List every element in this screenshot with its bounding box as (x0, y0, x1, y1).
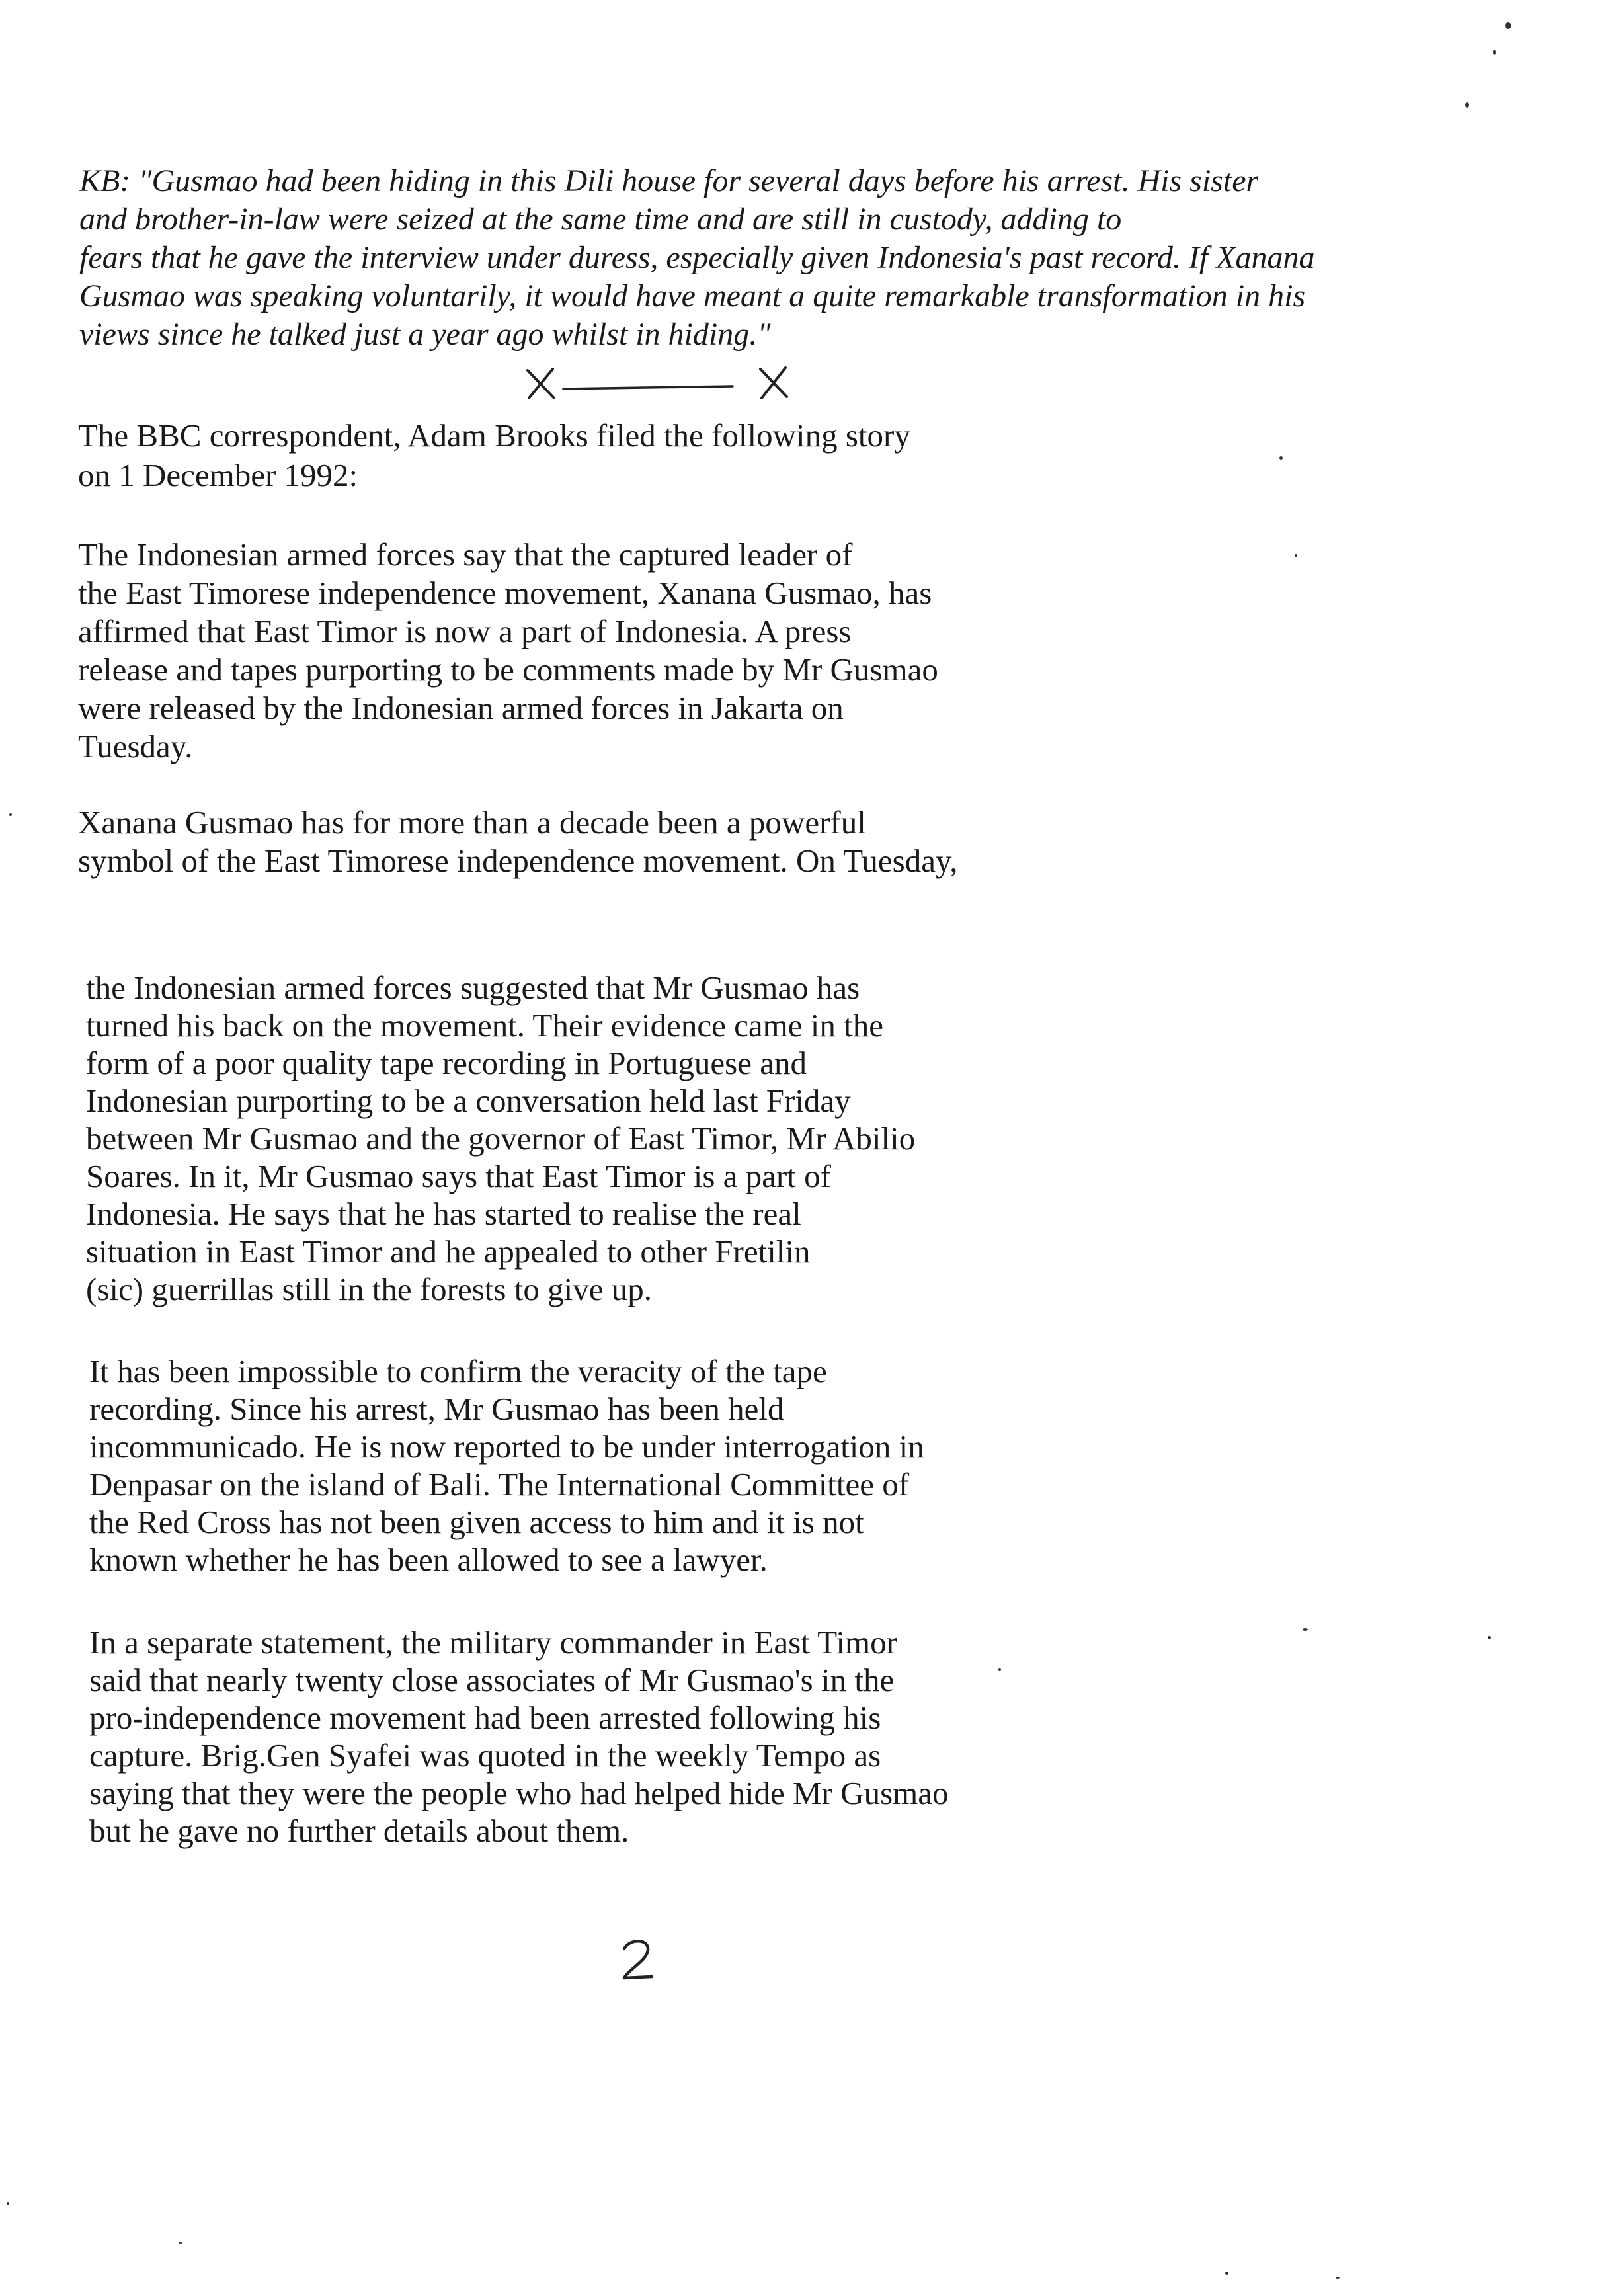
scan-speck (1279, 456, 1283, 460)
paragraph-line: Denpasar on the island of Bali. The International Committee of (89, 1466, 910, 1502)
scan-speck (1488, 1636, 1491, 1639)
quote-line: Gusmao was speaking voluntarily, it would have meant a quite remarkable transformation in his (79, 278, 1306, 313)
intro-line: The BBC correspondent, Adam Brooks filed the following story (78, 417, 910, 454)
paragraph-line: Xanana Gusmao has for more than a decade been a powerful (78, 804, 866, 840)
paragraph-line: incommunicado. He is now reported to be under interrogation in (89, 1428, 924, 1465)
paragraph-line: between Mr Gusmao and the governor of East Timor, Mr Abilio (86, 1120, 916, 1157)
paragraph-line: the East Timorese independence movement, Xanana Gusmao, has (78, 575, 932, 611)
paragraph-line: In a separate statement, the military commander in East Timor (89, 1624, 897, 1660)
page-number (615, 1934, 668, 1987)
paragraph-line: affirmed that East Timor is now a part of Indonesia. A press (78, 613, 852, 649)
paragraph-line: The Indonesian armed forces say that the captured leader of (78, 536, 853, 573)
paragraph-line: but he gave no further details about them. (89, 1813, 629, 1849)
scan-speck (1225, 2272, 1228, 2275)
scan-speck (1505, 22, 1511, 29)
paragraph-line: form of a poor quality tape recording in Portuguese and (86, 1045, 807, 1081)
scan-speck (998, 1668, 1001, 1671)
handwritten-page-number (615, 1934, 668, 1987)
scan-speck (1295, 554, 1297, 557)
paragraph-line: release and tapes purporting to be comments made by Mr Gusmao (78, 651, 938, 688)
scan-speck (1493, 50, 1496, 55)
paragraph-line: Indonesia. He says that he has started to realise the real (86, 1196, 801, 1232)
quote-line: KB: "Gusmao had been hiding in this Dili house for several days before his arrest. His sister (79, 163, 1259, 198)
paragraph-line: It has been impossible to confirm the veracity of the tape (89, 1353, 827, 1389)
scan-speck (1465, 102, 1469, 108)
paragraph-line: Indonesian purporting to be a conversation held last Friday (86, 1083, 851, 1119)
paragraph-line: known whether he has been allowed to see a lawyer. (89, 1541, 768, 1578)
paragraph-line: were released by the Indonesian armed forces in Jakarta on (78, 690, 844, 726)
paragraph-line: the Red Cross has not been given access to him and it is not (89, 1504, 864, 1540)
scan-speck (179, 2242, 182, 2244)
quote-line: views since he talked just a year ago whilst in hiding." (79, 317, 771, 352)
paragraph-line: said that nearly twenty close associates of Mr Gusmao's in the (89, 1662, 895, 1698)
paragraph-line: capture. Brig.Gen Syafei was quoted in the weekly Tempo as (89, 1737, 881, 1774)
quote-line: fears that he gave the interview under duress, especially given Indonesia's past record. If Xanana (79, 240, 1315, 275)
paragraph-line: the Indonesian armed forces suggested that Mr Gusmao has (86, 969, 860, 1006)
handwritten-separator (522, 357, 800, 410)
paragraph-line: turned his back on the movement. Their evidence came in the (86, 1007, 883, 1044)
paragraph-line: recording. Since his arrest, Mr Gusmao has been held (89, 1391, 784, 1427)
quote-line: and brother-in-law were seized at the same time and are still in custody, adding to (79, 202, 1122, 237)
paragraph-line: Soares. In it, Mr Gusmao says that East Timor is a part of (86, 1158, 831, 1194)
intro-line: on 1 December 1992: (78, 457, 358, 493)
scan-speck (7, 2202, 9, 2205)
paragraph-line: symbol of the East Timorese independence movement. On Tuesday, (78, 842, 958, 879)
paragraph-line: situation in East Timor and he appealed to other Fretilin (86, 1233, 811, 1270)
paragraph-line: (sic) guerrillas still in the forests to give up. (86, 1271, 652, 1307)
scan-speck (9, 813, 12, 816)
scan-speck (1336, 2277, 1340, 2279)
paragraph-line: pro-independence movement had been arrested following his (89, 1700, 881, 1736)
paragraph-line: saying that they were the people who had helped hide Mr Gusmao (89, 1775, 949, 1811)
paragraph-line: Tuesday. (78, 728, 193, 764)
scan-speck (1303, 1628, 1308, 1631)
